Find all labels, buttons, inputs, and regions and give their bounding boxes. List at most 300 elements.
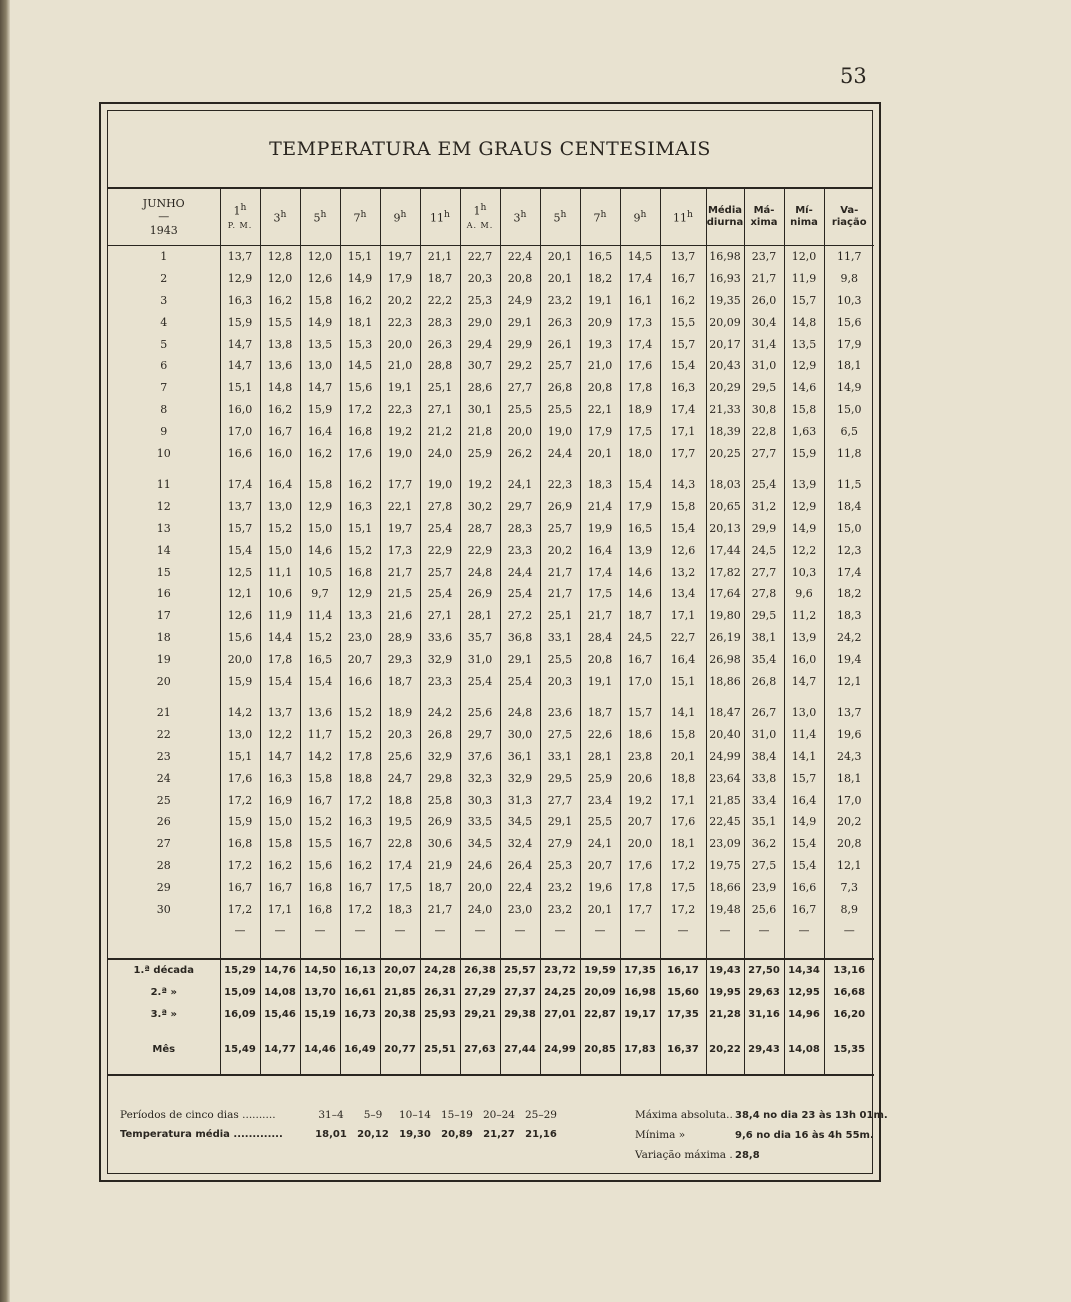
value-cell: 29,38: [500, 1004, 540, 1026]
value-cell: 17,83: [620, 1026, 660, 1075]
value-cell: 35,7: [460, 627, 500, 649]
value-cell: 18,8: [380, 789, 420, 811]
value-cell: 14,5: [340, 355, 380, 377]
value-cell: 15,46: [260, 1004, 300, 1026]
day-row: [108, 767, 874, 789]
value-cell: [580, 692, 620, 702]
min-abs-value: 9,6 no dia 16 às 4h 55m.: [735, 1130, 874, 1141]
value-cell: 17,0: [220, 420, 260, 442]
value-cell: 15,7: [784, 767, 824, 789]
value-cell: 14,9: [300, 311, 340, 333]
value-cell: 8,9: [840, 902, 858, 916]
value-cell: 19,0: [380, 442, 420, 464]
value-cell: 17,2: [340, 789, 380, 811]
value-cell: [300, 464, 340, 474]
value-cell: 20,6: [620, 767, 660, 789]
value-cell: 14,6: [784, 377, 824, 399]
value-cell: 19,0: [540, 420, 580, 442]
value-cell: 15,4: [220, 539, 260, 561]
value-cell: 24,4: [540, 442, 580, 464]
value-cell: 12,6: [220, 605, 260, 627]
value-cell: 15,1: [340, 246, 380, 268]
value-cell: 20,29: [706, 377, 744, 399]
value-cell: 20,0: [220, 648, 260, 670]
value-cell: 12,95: [784, 982, 824, 1004]
value-cell: 20,8: [580, 648, 620, 670]
value-cell: 24,2: [837, 630, 862, 644]
max-abs-value: 38,4 no dia 23 às 13h 01m.: [735, 1110, 888, 1121]
value-cell: 14,7: [220, 333, 260, 355]
value-cell: 25,4: [420, 583, 460, 605]
col-header-media-diurna: Média diurna: [706, 189, 744, 246]
value-cell: 13,9: [784, 627, 824, 649]
value-cell: 30,2: [460, 496, 500, 518]
value-cell: 24,1: [500, 474, 540, 496]
value-cell: 22,9: [420, 539, 460, 561]
value-cell: 14,6: [300, 539, 340, 561]
value-cell: 20,1: [660, 746, 706, 768]
value-cell: 18,9: [380, 702, 420, 724]
value-cell: 26,3: [540, 311, 580, 333]
value-cell: 25,1: [420, 377, 460, 399]
value-cell: 36,2: [744, 833, 784, 855]
value-cell: 26,19: [706, 627, 744, 649]
value-cell: 15,4: [300, 670, 340, 692]
value-cell: 15,2: [300, 811, 340, 833]
value-cell: 29,7: [500, 496, 540, 518]
value-cell: 20,8: [580, 377, 620, 399]
value-cell: 24,9: [500, 290, 540, 312]
value-cell: 33,8: [744, 767, 784, 789]
value-cell: 16,5: [620, 518, 660, 540]
value-cell: —: [220, 920, 260, 942]
value-cell: 18,1: [837, 771, 862, 785]
value-cell: 16,4: [660, 648, 706, 670]
value-cell: 16,5: [300, 648, 340, 670]
temp-media-row: [120, 1129, 562, 1140]
value-cell: 15,09: [220, 982, 260, 1004]
value-cell: 15,6: [300, 855, 340, 877]
value-cell: 13,9: [620, 539, 660, 561]
value-cell: 25,3: [540, 855, 580, 877]
value-cell: 19,2: [620, 789, 660, 811]
table-title: TEMPERATURA EM GRAUS CENTESIMAIS: [108, 111, 872, 189]
value-cell: 15,2: [340, 702, 380, 724]
value-cell: —: [500, 920, 540, 942]
value-cell: 17,0: [837, 793, 862, 807]
day-row: [108, 442, 874, 464]
value-cell: 22,2: [420, 290, 460, 312]
value-cell: 19,7: [380, 518, 420, 540]
value-cell: 21,7: [540, 583, 580, 605]
value-cell: 13,5: [784, 333, 824, 355]
value-cell: 17,3: [380, 539, 420, 561]
row-label-cell: 16: [108, 583, 220, 605]
value-cell: 36,1: [500, 746, 540, 768]
row-label-cell: 4: [108, 311, 220, 333]
value-cell: 27,7: [744, 442, 784, 464]
day-row: [108, 627, 874, 649]
value-cell: 26,8: [420, 724, 460, 746]
value-cell: 35,1: [744, 811, 784, 833]
value-cell: 25,7: [420, 561, 460, 583]
value-cell: 26,8: [540, 377, 580, 399]
col-header-3h-am: 3$^h$: [500, 189, 540, 246]
value-cell: 25,5: [500, 399, 540, 421]
value-cell: 27,01: [540, 1004, 580, 1026]
value-cell: 20,0: [500, 420, 540, 442]
value-cell: 14,7: [784, 670, 824, 692]
value-cell: 14,50: [300, 959, 340, 982]
col-header-5h: 5$^h$: [300, 189, 340, 246]
value-cell: 15,1: [220, 746, 260, 768]
value-cell: 29,21: [460, 1004, 500, 1026]
value-cell: 23,0: [500, 898, 540, 920]
value-cell: 21,85: [380, 982, 420, 1004]
value-cell: 14,76: [260, 959, 300, 982]
value-cell: 14,9: [837, 381, 862, 395]
col-header-1h-am: 1$^h$ A. M.: [460, 189, 500, 246]
value-cell: 18,86: [706, 670, 744, 692]
value-cell: 16,2: [340, 855, 380, 877]
value-cell: 12,3: [837, 543, 862, 557]
value-cell: 20,25: [706, 442, 744, 464]
value-cell: [824, 464, 874, 474]
value-cell: 23,8: [620, 746, 660, 768]
value-cell: 18,1: [660, 833, 706, 855]
value-cell: 14,34: [784, 959, 824, 982]
value-cell: 21,33: [706, 399, 744, 421]
day-row: [108, 246, 874, 268]
value-cell: 28,1: [580, 746, 620, 768]
value-cell: 18,1: [340, 311, 380, 333]
value-cell: [460, 464, 500, 474]
value-cell: 20,0: [380, 333, 420, 355]
value-cell: 20,65: [706, 496, 744, 518]
value-cell: 29,1: [500, 311, 540, 333]
value-cell: 25,93: [420, 1004, 460, 1026]
value-cell: [340, 464, 380, 474]
value-cell: [540, 692, 580, 702]
row-label-cell: 2.ª »: [108, 982, 220, 1004]
value-cell: 25,8: [420, 789, 460, 811]
day-row: [108, 539, 874, 561]
value-cell: [784, 942, 824, 959]
value-cell: [824, 692, 874, 702]
value-cell: 12,1: [220, 583, 260, 605]
value-cell: 17,9: [380, 268, 420, 290]
value-cell: 16,37: [660, 1026, 706, 1075]
value-cell: [380, 692, 420, 702]
value-cell: 16,3: [220, 290, 260, 312]
value-cell: 16,98: [620, 982, 660, 1004]
value-cell: 17,2: [340, 399, 380, 421]
value-cell: 15,7: [220, 518, 260, 540]
value-cell: 21,2: [420, 420, 460, 442]
value-cell: 31,3: [500, 789, 540, 811]
value-cell: 27,2: [500, 605, 540, 627]
value-cell: 15,8: [300, 290, 340, 312]
row-label-cell: [108, 920, 220, 942]
value-cell: 27,5: [540, 724, 580, 746]
value-cell: 15,2: [300, 627, 340, 649]
value-cell: 16,7: [660, 268, 706, 290]
value-cell: 15,7: [620, 702, 660, 724]
value-cell: 13,0: [784, 702, 824, 724]
value-cell: [824, 942, 874, 959]
value-cell: [500, 692, 540, 702]
value-cell: 23,3: [500, 539, 540, 561]
value-cell: [540, 942, 580, 959]
value-cell: 17,1: [660, 420, 706, 442]
value-cell: 13,7: [260, 702, 300, 724]
value-cell: 22,45: [706, 811, 744, 833]
value-cell: 32,3: [460, 767, 500, 789]
value-cell: 25,9: [460, 442, 500, 464]
value-cell: 27,44: [500, 1026, 540, 1075]
day-row: [108, 355, 874, 377]
value-cell: 16,7: [620, 648, 660, 670]
value-cell: 17,44: [706, 539, 744, 561]
row-label-cell: 12: [108, 496, 220, 518]
value-cell: 17,2: [220, 898, 260, 920]
value-cell: 18,0: [620, 442, 660, 464]
value-cell: —: [580, 920, 620, 942]
day-row: [108, 670, 874, 692]
day-row: [108, 561, 874, 583]
row-label-cell: Mês: [108, 1026, 220, 1075]
value-cell: 22,1: [580, 399, 620, 421]
value-cell: 29,1: [500, 648, 540, 670]
value-cell: 16,0: [784, 648, 824, 670]
value-cell: 13,7: [660, 246, 706, 268]
value-cell: 16,8: [300, 898, 340, 920]
value-cell: 12,9: [340, 583, 380, 605]
value-cell: 15,4: [660, 355, 706, 377]
value-cell: 20,2: [837, 815, 862, 829]
value-cell: 38,4: [744, 746, 784, 768]
value-cell: 13,0: [260, 496, 300, 518]
value-cell: [660, 942, 706, 959]
month-summary-row: [108, 1026, 874, 1075]
value-cell: [340, 942, 380, 959]
value-cell: 20,77: [380, 1026, 420, 1075]
value-cell: 9,6: [784, 583, 824, 605]
value-cell: 26,1: [540, 333, 580, 355]
value-cell: 24,5: [744, 539, 784, 561]
value-cell: 23,72: [540, 959, 580, 982]
value-cell: 19,4: [837, 652, 862, 666]
row-label-cell: 1: [108, 246, 220, 268]
row-label-cell: 27: [108, 833, 220, 855]
period-value: 31–4: [318, 1109, 344, 1121]
value-cell: 19,35: [706, 290, 744, 312]
value-cell: —: [540, 920, 580, 942]
value-cell: 15,9: [220, 670, 260, 692]
value-cell: 9,7: [300, 583, 340, 605]
value-cell: 19,95: [706, 982, 744, 1004]
day-row: [108, 377, 874, 399]
value-cell: [300, 692, 340, 702]
day-row: [108, 496, 874, 518]
value-cell: 15,0: [260, 539, 300, 561]
value-cell: 15,8: [660, 724, 706, 746]
value-cell: 12,9: [300, 496, 340, 518]
value-cell: 17,5: [660, 876, 706, 898]
value-cell: —: [660, 920, 706, 942]
col-header-5h-am: 5$^h$: [540, 189, 580, 246]
value-cell: —: [340, 920, 380, 942]
value-cell: —: [420, 920, 460, 942]
value-cell: 27,29: [460, 982, 500, 1004]
day-row: [108, 876, 874, 898]
value-cell: 26,3: [420, 333, 460, 355]
value-cell: 15,8: [784, 399, 824, 421]
value-cell: 24,4: [500, 561, 540, 583]
value-cell: 14,9: [784, 811, 824, 833]
value-cell: 21,7: [744, 268, 784, 290]
value-cell: 14,8: [784, 311, 824, 333]
table-header-row: [108, 189, 874, 246]
row-label-cell: 22: [108, 724, 220, 746]
row-label-cell: 1.ª década: [108, 959, 220, 982]
value-cell: 16,6: [340, 670, 380, 692]
value-cell: 15,4: [784, 833, 824, 855]
value-cell: 33,1: [540, 627, 580, 649]
value-cell: 15,5: [260, 311, 300, 333]
value-cell: 22,9: [460, 539, 500, 561]
period-value: 15–19: [441, 1109, 473, 1121]
value-cell: 14,1: [660, 702, 706, 724]
value-cell: 16,13: [340, 959, 380, 982]
value-cell: 17,2: [660, 898, 706, 920]
value-cell: 21,7: [380, 561, 420, 583]
value-cell: 20,9: [580, 311, 620, 333]
value-cell: 17,7: [620, 898, 660, 920]
value-cell: 20,1: [580, 898, 620, 920]
value-cell: 20,7: [580, 855, 620, 877]
value-cell: 14,9: [340, 268, 380, 290]
value-cell: 22,1: [380, 496, 420, 518]
var-max-label: Variação máxima .: [635, 1149, 733, 1161]
value-cell: 23,2: [540, 290, 580, 312]
col-header-11h-am: 11$^h$: [660, 189, 706, 246]
value-cell: 11,9: [784, 268, 824, 290]
value-cell: 15,8: [300, 767, 340, 789]
value-cell: 16,8: [300, 876, 340, 898]
value-cell: 14,77: [260, 1026, 300, 1075]
value-cell: 15,35: [824, 1026, 874, 1075]
value-cell: [420, 942, 460, 959]
period-value: 20–24: [483, 1109, 515, 1121]
day-row: [108, 746, 874, 768]
value-cell: 13,9: [784, 474, 824, 496]
value-cell: 19,6: [580, 876, 620, 898]
value-cell: 25,4: [744, 474, 784, 496]
row-label-cell: 3.ª »: [108, 1004, 220, 1026]
value-cell: [500, 464, 540, 474]
decade-spacer-row: [108, 692, 874, 702]
value-cell: [260, 464, 300, 474]
value-cell: 25,6: [460, 702, 500, 724]
value-cell: 17,3: [620, 311, 660, 333]
value-cell: 24,25: [540, 982, 580, 1004]
value-cell: 26,9: [420, 811, 460, 833]
value-cell: 21,28: [706, 1004, 744, 1026]
value-cell: 23,3: [420, 670, 460, 692]
row-label-cell: 21: [108, 702, 220, 724]
table-frame: [99, 102, 888, 1182]
value-cell: 24,2: [420, 702, 460, 724]
value-cell: 30,4: [744, 311, 784, 333]
value-cell: 21,0: [380, 355, 420, 377]
value-cell: 12,6: [660, 539, 706, 561]
value-cell: 38,1: [744, 627, 784, 649]
value-cell: 36,8: [500, 627, 540, 649]
value-cell: 16,0: [260, 442, 300, 464]
value-cell: 23,6: [540, 702, 580, 724]
value-cell: 32,9: [420, 648, 460, 670]
value-cell: 17,9: [620, 496, 660, 518]
value-cell: 15,9: [784, 442, 824, 464]
day-row: [108, 420, 874, 442]
value-cell: 11,7: [837, 250, 862, 264]
value-cell: 16,3: [660, 377, 706, 399]
value-cell: 33,1: [540, 746, 580, 768]
value-cell: 15,5: [300, 833, 340, 855]
value-cell: 24,3: [837, 749, 862, 763]
value-cell: 27,5: [744, 855, 784, 877]
value-cell: 16,7: [300, 789, 340, 811]
value-cell: 29,63: [744, 982, 784, 1004]
value-cell: 10,3: [784, 561, 824, 583]
value-cell: 20,85: [580, 1026, 620, 1075]
value-cell: 25,6: [744, 898, 784, 920]
value-cell: 18,66: [706, 876, 744, 898]
value-cell: 25,4: [460, 670, 500, 692]
value-cell: 30,0: [500, 724, 540, 746]
day-row: [108, 518, 874, 540]
row-label-cell: 19: [108, 648, 220, 670]
row-label-cell: 23: [108, 746, 220, 768]
value-cell: 16,4: [784, 789, 824, 811]
row-label-cell: 25: [108, 789, 220, 811]
value-cell: 17,82: [706, 561, 744, 583]
value-cell: 17,5: [580, 583, 620, 605]
value-cell: 33,5: [460, 811, 500, 833]
value-cell: [260, 692, 300, 702]
value-cell: 15,3: [340, 333, 380, 355]
day-row: [108, 311, 874, 333]
value-cell: 13,6: [260, 355, 300, 377]
value-cell: 22,4: [500, 876, 540, 898]
day-row: [108, 898, 874, 920]
value-cell: 16,0: [220, 399, 260, 421]
value-cell: 16,49: [340, 1026, 380, 1075]
decade-summary-row: [108, 1004, 874, 1026]
value-cell: 23,2: [540, 876, 580, 898]
footer-summary: [120, 1103, 888, 1173]
value-cell: 13,3: [340, 605, 380, 627]
value-cell: 26,7: [744, 702, 784, 724]
value-cell: 18,4: [837, 500, 862, 514]
value-cell: 21,0: [580, 355, 620, 377]
value-cell: 28,1: [460, 605, 500, 627]
value-cell: 17,6: [340, 442, 380, 464]
value-cell: 15,5: [660, 311, 706, 333]
value-cell: 12,0: [784, 246, 824, 268]
value-cell: —: [460, 920, 500, 942]
